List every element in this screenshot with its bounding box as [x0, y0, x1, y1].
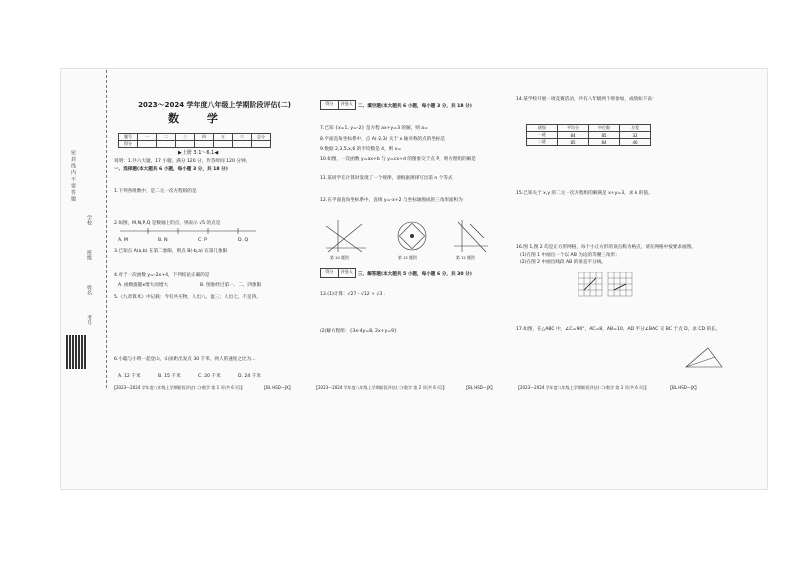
score-cell[interactable] — [138, 141, 157, 148]
question-13a: 13.(1)计算：√27 - √12 + √3 . — [320, 292, 386, 297]
q2-option-c: C. P — [198, 238, 207, 243]
score-cell[interactable] — [195, 141, 214, 148]
score-header: 六 — [233, 134, 252, 141]
question-5: 5.《九章算术》中记载：今有共买物，人出八，盈三；人出七，不足四。 — [114, 295, 261, 300]
chapter-note: ▶上册 3.1～6.1◀ — [178, 150, 219, 156]
table-cell: 32 — [620, 132, 651, 139]
question-12: 12.在平面直角坐标系中，直线 y=-x+2 与坐标轴围成的三角形面积为 — [320, 198, 463, 203]
question-15: 15.已知关于 x,y 的二元一次方程组的解满足 x+y=3，求 k 的值。 — [516, 191, 653, 196]
fig-label-q10: 第 10 题图 — [330, 255, 349, 260]
question-14: 14.某学校开展一项竞赛活动，共有八年级两个班参加，成绩如下表： — [516, 97, 657, 102]
table-cell: 85 — [558, 139, 589, 146]
grid-figure — [578, 272, 634, 298]
binding-label-number: 考号 — [86, 315, 92, 325]
question-4: 4.对于一次函数 y=-2x+4，下列结论正确的是 — [114, 273, 210, 278]
binding-label-school: 学校 — [86, 215, 92, 225]
table-cell: 85 — [589, 132, 620, 139]
q6-option-b: B. 15 千米 — [158, 374, 181, 379]
question-13b: (2)解方程组：{3x-4y=8, 2x+y=9} — [320, 329, 397, 334]
table-cell: 84 — [589, 139, 620, 146]
table-cell: 方差 — [620, 125, 651, 132]
question-16b: (2)在图 2 中画出线段 AB 的垂直平分线。 — [520, 260, 606, 265]
table-cell: 一班 — [527, 132, 558, 139]
binding-label-name: 姓名 — [86, 285, 92, 295]
binding-label-class: 班级 — [86, 250, 92, 260]
q6-option-d: D. 24 千米 — [238, 374, 261, 379]
grader-box — [320, 100, 356, 110]
score-header: 四 — [195, 134, 214, 141]
question-11: 11.某同学在计算时发现了一个规律，请根据规律写出第 n 个等式 — [320, 176, 453, 181]
table-cell: 中位数 — [589, 125, 620, 132]
q4-option-a: A. 函数值随x增大而增大 — [118, 283, 169, 288]
fig-label-q12b: 第 12 题图 — [456, 255, 475, 260]
score-cell[interactable] — [233, 141, 252, 148]
q6-option-a: A. 12 千米 — [118, 374, 141, 379]
grader-label: 评卷人 — [340, 269, 353, 274]
score-cell[interactable] — [214, 141, 233, 148]
triangle-figure — [682, 345, 726, 371]
score-label: 得分 — [119, 141, 138, 148]
question-7: 7.已知 {x=1, y=-2} 是方程 ax+y=3 的解，则 a= — [320, 126, 428, 131]
question-16: 16.图 1,图 2 均是正方形网格，每个小正方形的顶点称为格点，请在网格中按要求画图。 — [516, 245, 696, 250]
score-cell[interactable] — [176, 141, 195, 148]
score-header: 五 — [214, 134, 233, 141]
score-header: 二 — [157, 134, 176, 141]
footer-page-2: 【2023～2024 学年度八年级上学期阶段评估(二)·数学 第 2 页(共 6 页)】 — [314, 385, 447, 390]
table-cell: 46 — [620, 139, 651, 146]
question-10: 10.如图，一次函数 y=ax+b 与 y=cx+d 的图象交于点 P，则方程组的解是 — [320, 157, 476, 162]
qr-code-icon — [66, 335, 86, 369]
question-9: 9.数据 2,3,5,x,6 的平均数是 4，则 x= — [320, 147, 402, 152]
figure-q12a — [392, 218, 432, 254]
footer-page-3: 【2023～2024 学年度八年级上学期阶段评估(二)·数学 第 3 页(共 6 页)】 — [516, 385, 649, 390]
fig-label-q12a: 第 12 题图 — [398, 255, 417, 260]
section-two-heading: 二、填空题(本大题共 6 小题，每小题 3 分，共 18 分) — [358, 104, 472, 109]
table-cell: 84 — [558, 132, 589, 139]
score-cell[interactable] — [157, 141, 176, 148]
question-2: 2.如图，M,N,P,Q 是数轴上的点，则表示 √5 的点是 — [114, 221, 221, 226]
subject-title: 数 学 — [168, 112, 230, 125]
score-table — [118, 133, 271, 148]
instructions: 说明：1.共六大题，17 小题，满分 120 分，作答时间 120 分钟。 — [114, 159, 251, 164]
exam-title: 2023～2024 学年度八年级上学期阶段评估(二) — [138, 101, 291, 109]
score-header: 总分 — [252, 134, 271, 141]
q2-option-a: A. M — [118, 238, 128, 243]
grader-score-label: 得分 — [321, 269, 339, 277]
q2-option-d: D. Q — [238, 238, 249, 243]
question-3: 3.已知点 A(a,b) 在第二象限，则点 B(-b,a) 在第几象限 — [114, 249, 228, 254]
q2-option-b: B. N — [158, 238, 168, 243]
figure-q12b — [450, 218, 490, 254]
table-cell: 平均分 — [558, 125, 589, 132]
q14-table — [526, 124, 651, 146]
table-cell: 二班 — [527, 139, 558, 146]
table-cell: 班级 — [527, 125, 558, 132]
score-cell[interactable] — [252, 141, 271, 148]
question-1: 1.下列各组数中，是二元一次方程组的是 — [114, 189, 197, 194]
number-line-figure — [118, 226, 258, 236]
section-one-heading: 一、选择题(本大题共 6 小题，每小题 3 分，共 18 分) — [114, 167, 228, 172]
footer-page-1: 【2023～2024 学年度八年级上学期阶段评估(二)·数学 第 1 页(共 6 页)】 — [112, 385, 245, 390]
section-three-heading: 三、解答题(本大题共 5 小题，每小题 6 分，共 30 分) — [358, 272, 472, 277]
q6-option-c: C. 20 千米 — [198, 374, 221, 379]
question-6: 6.小聪与小明一起登山，山顶距出发点 30 千米，两人的速度之比为... — [114, 357, 256, 362]
q4-option-b: B. 图象经过第一、二、四象限 — [200, 283, 262, 288]
binding-note: 密 封 线 内 不 要 答 题 — [70, 150, 76, 202]
footer-code-3: 【BL HSD—JX】 — [668, 385, 699, 390]
grader-box — [320, 268, 356, 278]
score-header: 三 — [176, 134, 195, 141]
question-16a: (1)在图 1 中画出一个以 AB 为边的等腰三角形； — [520, 253, 620, 258]
score-header: 题号 — [119, 134, 138, 141]
grader-label: 评卷人 — [340, 101, 353, 106]
score-header: 一 — [138, 134, 157, 141]
question-8: 8.平面直角坐标系中，点 A(-2,3) 关于 x 轴对称的点的坐标是 — [320, 137, 446, 142]
figure-q10 — [322, 218, 368, 254]
grader-score-label: 得分 — [321, 101, 339, 109]
exam-sheet — [60, 68, 768, 490]
question-17: 17.如图，在△ABC 中，∠C=90°，AC=8，AB=10，AD 平分∠BAC 交 BC 于点 D，求 CD 的长。 — [516, 327, 721, 332]
footer-code-2: 【BL HSD—JX】 — [464, 385, 495, 390]
footer-code-1: 【BL HSD—JX】 — [262, 385, 293, 390]
